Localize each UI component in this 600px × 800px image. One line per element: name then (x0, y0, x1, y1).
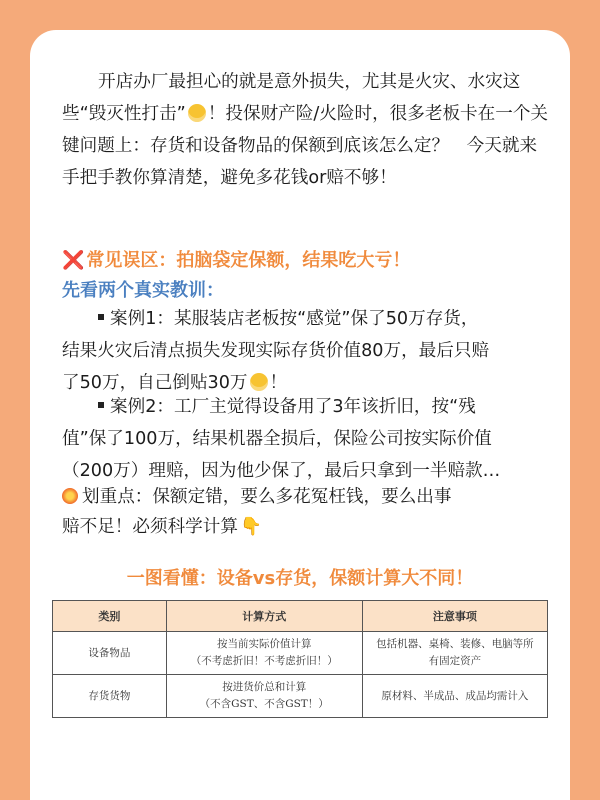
cell-method (166, 632, 362, 675)
cell-notes (362, 675, 547, 718)
pointing-down-icon: 👇 (239, 517, 262, 537)
mistake-heading-text: 常见误区：拍脑袋定保额，结果吃大亏！ (86, 250, 411, 271)
note-line1: 包括机器、桌椅、装修、电脑等所 (376, 638, 534, 650)
case2-line3: （200万）理赔，因为他少保了，最后只拿到一半赔款… (62, 461, 501, 481)
bullet-icon (98, 402, 104, 408)
anxious-face-emoji-icon (188, 104, 206, 122)
intro-text-2: ！投保财产险/火险时，很多老板卡在一个关键问题上：存货和设备物品的保额到底该怎么定？ 今天就来手把手教你算清楚，避免多花钱or赔不够！ (62, 104, 549, 188)
collision-icon (62, 488, 78, 504)
case1-line3-text: 了50万，自己倒贴30万 (62, 373, 248, 393)
bullet-icon (98, 314, 104, 320)
table-row (53, 675, 548, 718)
case2-line1 (98, 391, 584, 423)
cell-notes (362, 632, 547, 675)
method-line2: （不考虑折旧！不考虑折旧！） (190, 655, 338, 667)
case1-line1 (98, 303, 584, 335)
intro-text-1: 开店办厂最担心的就是意外损失，尤其是火灾、水灾这些“毁灭性打击” (62, 72, 521, 124)
comparison-table (52, 600, 548, 718)
header-method: 计算方式 (166, 601, 362, 632)
keypoint-line1 (62, 481, 548, 513)
screaming-face-emoji-icon (250, 373, 268, 391)
case2-line2: 值”保了100万，结果机器全损后，保险公司按实际价值 (62, 429, 492, 449)
keypoint-line1-text: 划重点：保额定错，要么多花冤枉钱，要么出事 (82, 487, 452, 507)
cell-method (166, 675, 362, 718)
mistake-heading (62, 246, 548, 272)
case1-line3-end: ！ (269, 373, 288, 393)
header-category: 类别 (53, 601, 167, 632)
case2-line1-text: 案例2：工厂主觉得设备用了3年该折旧，按“残 (110, 397, 476, 417)
table-row (53, 632, 548, 675)
case1-line2: 结果火灾后清点损失发现实际存货价值80万，最后只赔 (62, 341, 490, 361)
cross-mark-icon: ❌ (62, 250, 85, 271)
method-line2: （不含GST、不含GST！） (199, 698, 329, 710)
header-notes: 注意事项 (362, 601, 547, 632)
lessons-heading: 先看两个真实教训： (62, 280, 224, 301)
case1-line1-text: 案例1：某服装店老板按“感觉”保了50万存货， (110, 309, 479, 329)
table-title: 一图看懂：设备vs存货，保额计算大不同！ (126, 568, 474, 589)
note-line2: 有固定资产 (428, 655, 482, 667)
cell-category: 设备物品 (53, 632, 167, 675)
keypoint-line2-text: 赔不足！必须科学计算 (62, 517, 238, 537)
cell-category: 存货货物 (53, 675, 167, 718)
intro-paragraph (62, 66, 548, 194)
note-line1: 原材料、半成品、成品均需计入 (381, 689, 529, 702)
method-line1: 按进货价总和计算 (222, 681, 307, 693)
method-line1: 按当前实际价值计算 (216, 638, 312, 650)
keypoint-line2 (62, 511, 548, 543)
table-header-row (53, 601, 548, 632)
